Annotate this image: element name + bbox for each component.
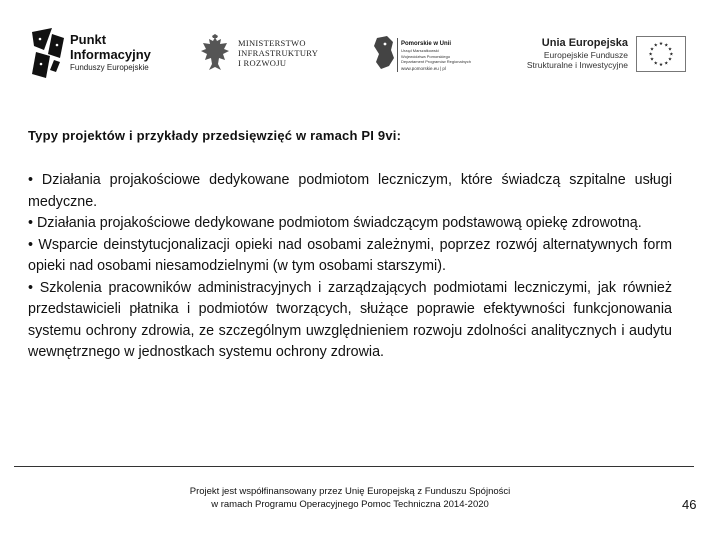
- page-number: 46: [682, 497, 697, 512]
- list-item: • Szkolenia pracowników administracyjnych i zarządzających podmiotami leczniczymi, jak również przedstawicieli płatnika i podmiotów tworzących, służące poprawie efektywności funkcjonowania systemu ochrony zdrowia, ze szczególnym uwzględnieniem rozwoju zdolności analitycznych i audytu wewnętrznego w jednostkach systemu ochrony zdrowia.: [28, 279, 672, 360]
- logo-header: [0, 20, 720, 92]
- ministerstwo-line3: I ROZWOJU: [238, 58, 287, 68]
- footer: [120, 485, 580, 511]
- footer-divider: [14, 466, 694, 467]
- pomorskie-line: Urząd Marszałkowski: [401, 48, 439, 53]
- pomorskie-line: Departament Programów Regionalnych: [401, 59, 472, 64]
- pomorskie-separator: [397, 38, 398, 72]
- eu-star-icon: ★: [653, 43, 658, 49]
- eu-star-icon: ★: [653, 61, 658, 67]
- eu-star-icon: ★: [658, 42, 664, 48]
- ministerstwo-line1: MINISTERSTWO: [238, 38, 306, 48]
- eu-star-icon: ★: [664, 43, 669, 49]
- punkt-informacyjny-mark-icon: [30, 28, 66, 80]
- ministerstwo-line2: INFRASTRUKTURY: [238, 48, 319, 58]
- eu-star-icon: ★: [649, 47, 655, 53]
- pomorskie-griffin-icon: [373, 36, 395, 70]
- punkt-informacyjny-logo: [30, 28, 170, 88]
- page-title: Typy projektów i przykłady przedsięwzięć w ramach PI 9vi:: [28, 128, 402, 143]
- ministerstwo-logo: [200, 34, 340, 84]
- eu-star-icon: ★: [667, 57, 673, 63]
- punkt-line2: Informacyjny: [70, 47, 151, 62]
- ue-line1: Europejskie Fundusze: [543, 50, 628, 60]
- unia-europejska-logo: [520, 36, 690, 86]
- eu-flag-icon: [636, 36, 686, 72]
- pomorskie-logo: [373, 36, 473, 80]
- eu-star-icon: ★: [648, 52, 653, 58]
- pomorskie-title: Pomorskie w Unii: [401, 41, 452, 47]
- footer-line1: Projekt jest współfinansowany przez Unię Europejską z Funduszu Spójności: [189, 486, 511, 497]
- footer-line2: w ramach Programu Operacyjnego Pomoc Techniczna 2014-2020: [211, 499, 489, 510]
- list-item: • Wsparcie deinstytucjonalizacji opieki nad osobami zależnymi, poprzez rozwój alternatywnych form opieki nad osobami niesamodzielnymi (w tym osobami starszymi).: [28, 236, 672, 274]
- punkt-line1: Punkt: [70, 32, 107, 47]
- list-item: • Działania projakościowe dedykowane podmiotom świadczącym podstawową opiekę zdrowotną.: [28, 215, 642, 231]
- eu-star-icon: ★: [649, 57, 655, 63]
- list-item: • Działania projakościowe dedykowane podmiotom leczniczym, które świadczą szpitalne usługi medyczne.: [28, 172, 672, 210]
- eu-star-icon: ★: [667, 47, 673, 53]
- pomorskie-line: Województwa Pomorskiego: [401, 53, 451, 59]
- project-types-list: [28, 170, 672, 364]
- pomorskie-url: www.pomorskie.eu | pl: [401, 65, 446, 71]
- ue-line2: Strukturalne i Inwestycyjne: [526, 60, 628, 70]
- punkt-line3: Funduszy Europejskie: [70, 63, 149, 72]
- eu-star-icon: ★: [658, 62, 664, 68]
- polish-eagle-icon: [200, 34, 230, 74]
- ue-title: Unia Europejska: [541, 37, 628, 49]
- eu-star-icon: ★: [664, 61, 669, 67]
- eu-star-icon: ★: [669, 52, 674, 58]
